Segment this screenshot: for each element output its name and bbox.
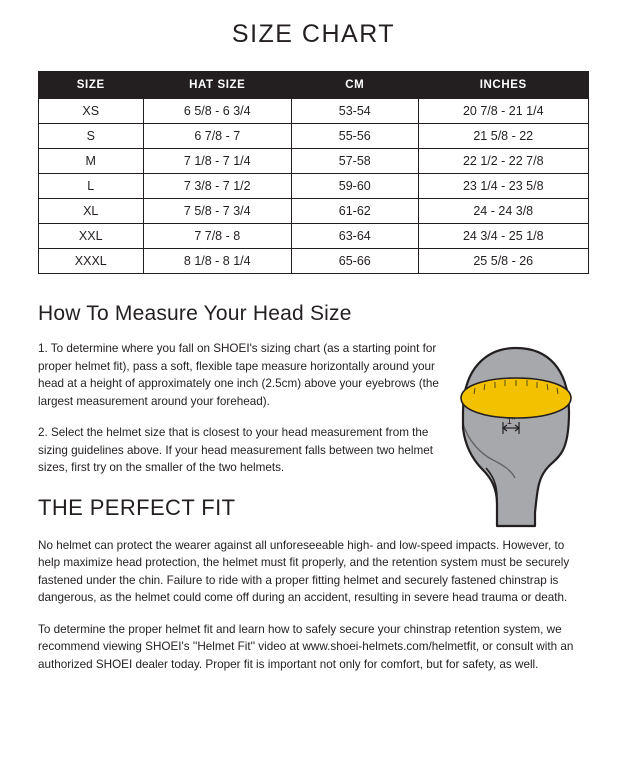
cell-inches: 21 5/8 - 22 <box>418 124 589 149</box>
column-header-hat: HAT SIZE <box>143 72 292 99</box>
cell-cm: 53-54 <box>292 99 419 124</box>
cell-inches: 24 3/4 - 25 1/8 <box>418 224 589 249</box>
table-row <box>39 149 589 174</box>
measure-paragraph-2: 2. Select the helmet size that is closest to your head measurement from the sizing guidelines above. If your head measurement falls between two helmet sizes, first try on the smaller of the two helmets. <box>38 426 434 474</box>
measure-heading: How To Measure Your Head Size <box>38 302 352 325</box>
cell-cm: 63-64 <box>292 224 419 249</box>
cell-hat: 7 3/8 - 7 1/2 <box>143 174 292 199</box>
cell-inches: 22 1/2 - 22 7/8 <box>418 149 589 174</box>
cell-inches: 25 5/8 - 26 <box>418 249 589 274</box>
measure-text-block <box>38 340 443 477</box>
table-row <box>39 199 589 224</box>
fit-paragraph-1: No helmet can protect the wearer against all unforeseeable high- and low-speed impacts. However, to help maximize head protection, the helmet must fit properly, and the retention system must be securely fastened under the chin. Failure to ride with a proper fitting helmet and securely fastened chinstrap is dangerous, as the helmet could come off during an accident, resulting in severe head trauma or death. <box>38 538 570 604</box>
measurement-label: 1" <box>506 416 516 426</box>
cell-hat: 7 1/8 - 7 1/4 <box>143 149 292 174</box>
column-header-size: SIZE <box>39 72 144 99</box>
cell-size: XS <box>39 99 144 124</box>
size-chart-table <box>38 71 589 274</box>
fit-paragraph-2: To determine the proper helmet fit and learn how to safely secure your chinstrap retention system, we recommend viewing SHOEI's ''Helmet Fit'' video at www.shoei-helmets.com/helmetfit, or consult with an authorized SHOEI dealer today. Proper fit is important not only for comfort, but for safety, as well. <box>38 622 574 671</box>
head-measurement-illustration <box>441 338 591 528</box>
cell-size: S <box>39 124 144 149</box>
size-chart-container <box>38 71 589 274</box>
cell-size: M <box>39 149 144 174</box>
table-row <box>39 124 589 149</box>
table-row <box>39 224 589 249</box>
measure-paragraph-1: 1. To determine where you fall on SHOEI's sizing chart (as a starting point for proper helmet fit), pass a soft, flexible tape measure horizontally around your head at a height of approximately one inch (2.5cm) above your eyebrows (the largest measurement around your forehead). <box>38 342 439 408</box>
cell-cm: 59-60 <box>292 174 419 199</box>
cell-hat: 7 5/8 - 7 3/4 <box>143 199 292 224</box>
table-row <box>39 174 589 199</box>
size-chart-page <box>0 20 627 783</box>
page-title: SIZE CHART <box>231 20 396 48</box>
cell-hat: 6 5/8 - 6 3/4 <box>143 99 292 124</box>
table-header-row <box>39 72 589 99</box>
cell-hat: 6 7/8 - 7 <box>143 124 292 149</box>
cell-size: XXL <box>39 224 144 249</box>
cell-size: L <box>39 174 144 199</box>
column-header-cm: CM <box>292 72 419 99</box>
cell-inches: 20 7/8 - 21 1/4 <box>418 99 589 124</box>
cell-inches: 23 1/4 - 23 5/8 <box>418 174 589 199</box>
cell-hat: 8 1/8 - 8 1/4 <box>143 249 292 274</box>
cell-inches: 24 - 24 3/8 <box>418 199 589 224</box>
table-row <box>39 99 589 124</box>
cell-cm: 61-62 <box>292 199 419 224</box>
perfect-fit-heading: THE PERFECT FIT <box>38 494 236 520</box>
perfect-fit-text-block <box>38 537 589 674</box>
column-header-inches: INCHES <box>418 72 589 99</box>
cell-cm: 55-56 <box>292 124 419 149</box>
cell-hat: 7 7/8 - 8 <box>143 224 292 249</box>
cell-size: XL <box>39 199 144 224</box>
cell-size: XXXL <box>39 249 144 274</box>
cell-cm: 65-66 <box>292 249 419 274</box>
cell-cm: 57-58 <box>292 149 419 174</box>
table-row <box>39 249 589 274</box>
